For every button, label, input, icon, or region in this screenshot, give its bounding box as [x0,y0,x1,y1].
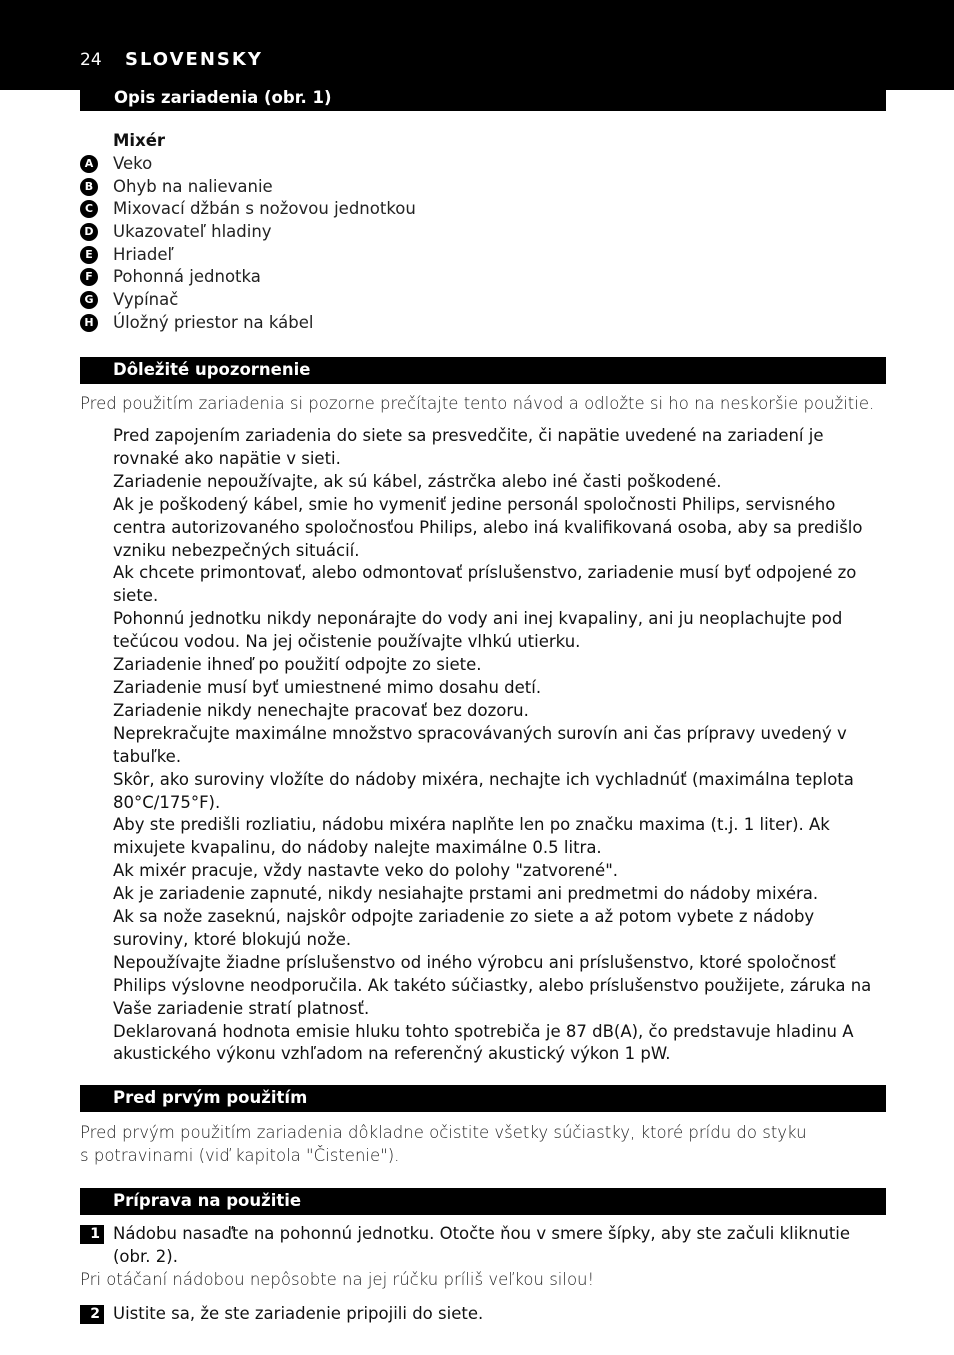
section-title: Dôležité upozornenie [113,360,311,379]
letter-badge: F [80,268,98,286]
list-item: Zariadenie musí byť umiestnené mimo dosahu detí. [113,677,542,697]
language-title: SLOVENSKY [125,49,263,70]
important-intro: Pred použitím zariadenia si pozorne prečítajte tento návod a odložte si ho na neskoršie použitie. [80,394,875,413]
list-item: Zariadenie ihneď po použití odpojte zo siete. [113,655,482,675]
section-header-preparation [80,1188,886,1215]
list-item: Zariadenie nepoužívajte, ak sú kábel, zástrčka alebo iné časti poškodené. [113,471,722,491]
list-item: Ak je poškodený kábel, smie ho vymeniť jedine personál spoločnosti Philips, servisného centra autorizovaného spoločnosťou Philips, alebo iná kvalifikovaná osoba, aby sa predišlo vzniku nebezpečných situácií. [113,494,863,560]
part-label: Hriadeľ [113,244,174,264]
section-title: Opis zariadenia (obr. 1) [114,88,332,107]
part-label: Pohonná jednotka [113,267,261,287]
list-item: Ak sa nože zaseknú, najskôr odpojte zariadenie zo siete a až potom vybete z nádoby suroviny, ktoré blokujú nože. [113,907,815,949]
step-text: Uistite sa, že ste zariadenie pripojili do siete. [113,1304,484,1323]
part-label: Úložný priestor na kábel [113,312,314,332]
list-item: Zariadenie nikdy nenechajte pracovať bez dozoru. [113,700,529,720]
list-item: Aby ste predišli rozliatiu, nádobu mixéra naplňte len po značku maxima (t.j. 1 liter). Ak mixujete kvapalinu, do nádoby nalejte maximálne 0.5 litra. [113,815,830,858]
letter-badge: A [80,155,98,173]
page-header [0,0,954,90]
letter-badge: E [80,246,98,264]
part-label: Vypínač [113,290,179,310]
section-title: Pred prvým použitím [113,1088,308,1107]
step-number: 2 [80,1305,104,1324]
part-label: Ohyb na nalievanie [113,176,273,196]
list-item: Ak chcete primontovať, alebo odmontovať príslušenstvo, zariadenie musí byť odpojené zo siete. [113,563,857,606]
letter-badge: C [80,200,98,218]
first-use-text: Pred prvým použitím zariadenia dôkladne očistite všetky súčiastky, ktoré prídu do styku s potravinami (viď kapitola "Čistenie"). [80,1123,807,1165]
list-item: Nepoužívajte žiadne príslušenstvo od iného výrobcu ani príslušenstvo, ktoré spoločnosť Philips výslovne neodporučila. Ak takéto súčiastky, alebo príslušenstvo použijete, záruka na Vaše zariadenie stratí platnosť. [113,952,872,1018]
list-item: Deklarovaná hodnota emisie hluku tohto spotrebiča je 87 dB(A), čo predstavuje hladinu A akustického výkonu vzhľadom na referenčný akustický výkon 1 pW. [113,1021,854,1064]
part-label: Mixovací džbán s nožovou jednotkou [113,199,416,219]
step-number: 1 [80,1225,104,1244]
letter-badge: H [80,314,98,332]
section-header-description [80,84,886,111]
letter-badge: D [80,223,98,241]
page-number: 24 [80,50,102,70]
part-label: Ukazovateľ hladiny [113,222,272,242]
section-header-first-use [80,1085,886,1112]
section-title: Príprava na použitie [113,1191,302,1210]
part-label: Veko [113,154,153,173]
list-item: Neprekračujte maximálne množstvo spracovávaných surovín ani čas prípravy uvedený v tabuľke. [113,723,847,766]
product-name: Mixér [113,131,166,150]
list-item: Skôr, ako suroviny vložíte do nádoby mixéra, nechajte ich vychladnúť (maximálna teplota 80°C/175°F). [113,769,854,812]
warnings-list [113,425,888,1066]
preparation-note: Pri otáčaní nádobou nepôsobte na jej rúčku príliš veľkou silou! [80,1270,595,1289]
list-item: Ak mixér pracuje, vždy nastavte veko do polohy "zatvorené". [113,861,619,881]
list-item: Ak je zariadenie zapnuté, nikdy nesiahajte prstami ani predmetmi do nádoby mixéra. [113,884,819,904]
step-text: Nádobu nasaďte na pohonnú jednotku. Otočte ňou v smere šípky, aby ste začuli kliknutie (obr. 2). [113,1224,851,1266]
section-header-important [80,357,886,384]
letter-badge: G [80,291,98,309]
letter-badge: B [80,178,98,196]
list-item: Pohonnú jednotku nikdy neponárajte do vody ani inej kvapaliny, ani ju neoplachujte pod tečúcou vodou. Na jej očistenie používajte vlhkú utierku. [113,609,843,652]
list-item: Pred zapojením zariadenia do siete sa presvedčite, či napätie uvedené na zariadení je rovnaké ako napätie v sieti. [113,426,824,468]
